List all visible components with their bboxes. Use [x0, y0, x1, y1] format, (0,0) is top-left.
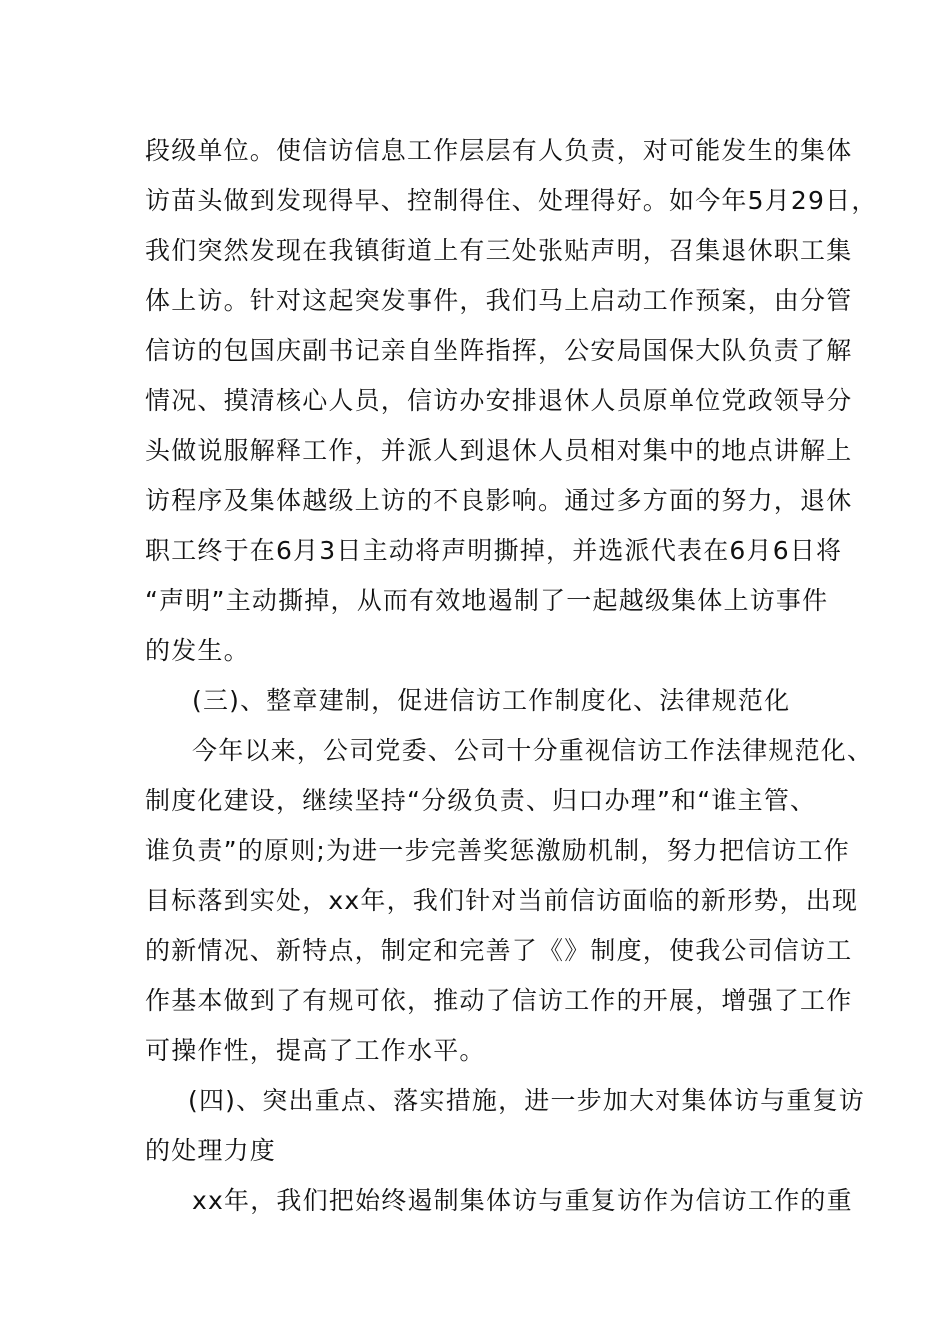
text-line: 头做说服解释工作，并派人到退休人员相对集中的地点讲解上	[145, 436, 853, 465]
text-line: 的新情况、新特点，制定和完善了《》制度，使我公司信访工	[145, 936, 853, 965]
section-heading-3: (三)、整章建制，促进信访工作制度化、法律规范化	[192, 686, 791, 715]
text-line: 段级单位。使信访信息工作层层有人负责，对可能发生的集体	[145, 136, 853, 165]
text-line: 的发生。	[145, 636, 250, 665]
text-line: 可操作性，提高了工作水平。	[145, 1036, 486, 1065]
text-line: 制度化建设，继续坚持“分级负责、归口办理”和“谁主管、	[145, 786, 817, 815]
text-line: 访程序及集体越级上访的不良影响。通过多方面的努力，退休	[145, 486, 853, 515]
text-line: xx年，我们把始终遏制集体访与重复访作为信访工作的重	[192, 1186, 853, 1215]
text-line: 访苗头做到发现得早、控制得住、处理得好。如今年5月29日，	[145, 186, 878, 215]
text-line: 目标落到实处，xx年，我们针对当前信访面临的新形势，出现	[145, 886, 859, 915]
section-heading-4: (四)、突出重点、落实措施，进一步加大对集体访与重复访	[188, 1086, 865, 1115]
text-line: 情况、摸清核心人员，信访办安排退休人员原单位党政领导分	[145, 386, 853, 415]
text-line: “声明”主动撕掉，从而有效地遏制了一起越级集体上访事件	[145, 586, 829, 615]
text-line: 体上访。针对这起突发事件，我们马上启动工作预案，由分管	[145, 286, 853, 315]
text-line: 的处理力度	[145, 1136, 277, 1165]
text-line: 今年以来，公司党委、公司十分重视信访工作法律规范化、	[192, 736, 874, 765]
text-line: 谁负责”的原则;为进一步完善奖惩激励机制，努力把信访工作	[145, 836, 850, 865]
text-line: 我们突然发现在我镇街道上有三处张贴声明，召集退休职工集	[145, 236, 853, 265]
text-line: 信访的包国庆副书记亲自坐阵指挥，公安局国保大队负责了解	[145, 336, 853, 365]
text-line: 作基本做到了有规可依，推动了信访工作的开展，增强了工作	[145, 986, 853, 1015]
text-line: 职工终于在6月3日主动将声明撕掉，并选派代表在6月6日将	[145, 536, 843, 565]
